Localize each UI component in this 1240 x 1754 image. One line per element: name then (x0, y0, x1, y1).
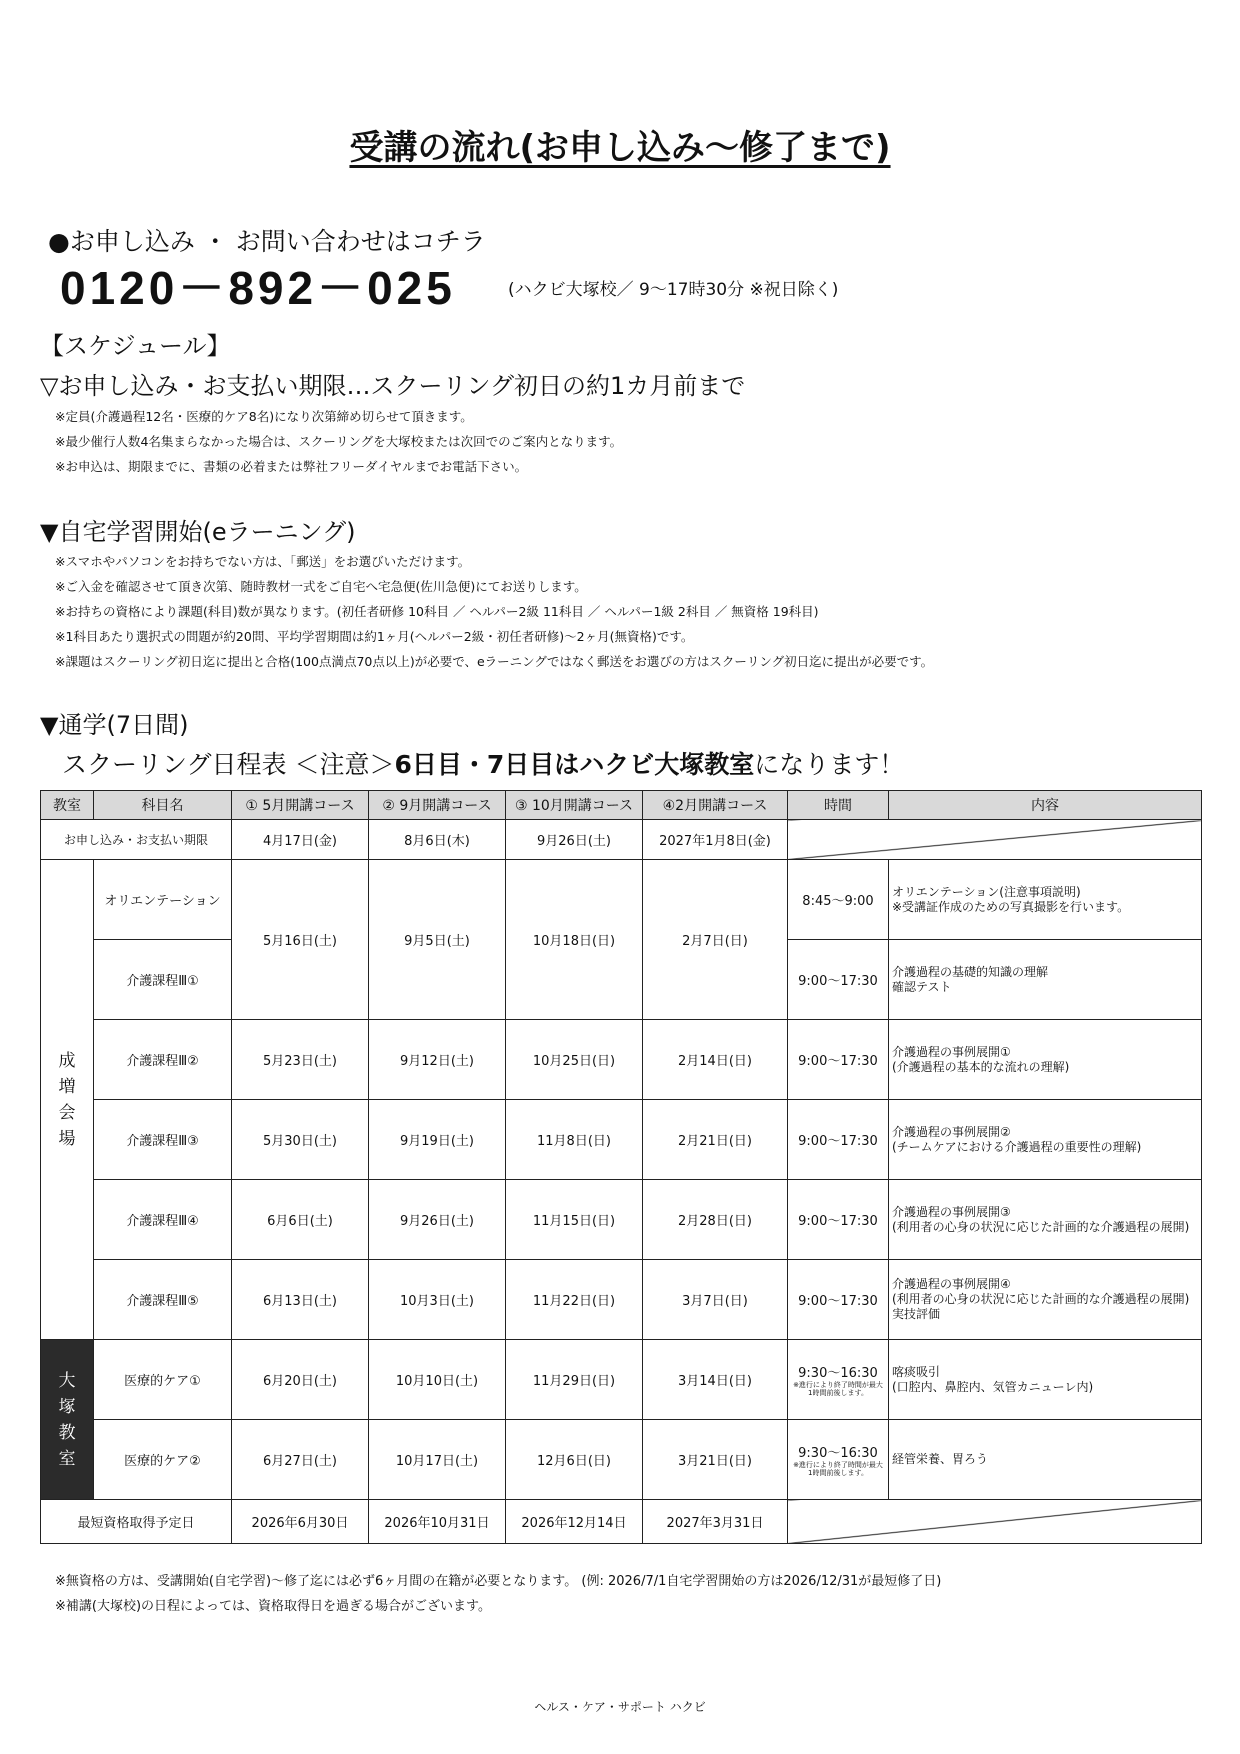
page-title: 受講の流れ(お申し込み～修了まで) (349, 128, 891, 168)
date-cell: 6月27日(土) (232, 1420, 369, 1500)
date-cell: 12月6日(日) (506, 1420, 643, 1500)
header-cell: ④2月開講コース (643, 791, 788, 820)
date-cell: 9月19日(土) (369, 1100, 506, 1180)
subject-cell: オリエンテーション (94, 860, 232, 940)
date-cell: 5月16日(土) (232, 860, 369, 1020)
subject-cell: 介護課程Ⅲ② (94, 1020, 232, 1100)
final-row-label: 最短資格取得予定日 (41, 1500, 232, 1544)
deadline-row-label: お申し込み・お支払い期限 (41, 820, 232, 860)
date-cell: 10月17日(土) (369, 1420, 506, 1500)
time-cell: 9:00～17:30 (788, 940, 889, 1020)
deadline-notes (55, 404, 622, 479)
commute-title: ▼通学(7日間) (40, 711, 189, 739)
date-cell: 11月29日(日) (506, 1340, 643, 1420)
note-line: ※お持ちの資格により課題(科目)数が異なります。(初任者研修 10科目 ／ ヘルパー2級 11科目 ／ ヘルパー1級 2科目 ／ 無資格 19科目) (55, 604, 819, 619)
deadline-title: ▽お申し込み・お支払い期限…スクーリング初日の約1カ月前まで (40, 372, 746, 400)
footer-company: ヘルス・ケア・サポート ハクビ (534, 1700, 706, 1714)
time-cell: 9:00～17:30 (788, 1020, 889, 1100)
content-cell: 介護過程の事例展開③ (利用者の心身の状況に応じた計画的な介護過程の展開) (889, 1180, 1202, 1260)
note-line: ※お申込は、期限までに、書類の必着または弊社フリーダイヤルまでお電話下さい。 (55, 459, 528, 474)
date-cell: 2月28日(日) (643, 1180, 788, 1260)
subject-cell: 医療的ケア① (94, 1340, 232, 1420)
footer-note: ※補講(大塚校)の日程によっては、資格取得日を過ぎる場合がございます。 (55, 1599, 491, 1614)
content-cell: オリエンテーション(注意事項説明) ※受講証作成のための写真撮影を行います。 (889, 860, 1202, 940)
empty-diagonal-cell (788, 1500, 1202, 1544)
caption-bold: 6日目・7日目はハクビ大塚教室 (394, 750, 755, 779)
note-line: ※定員(介護過程12名・医療的ケア8名)になり次第締め切らせて頂きます。 (55, 409, 473, 424)
table-row (41, 860, 1202, 940)
content-cell: 介護過程の基礎的知識の理解 確認テスト (889, 940, 1202, 1020)
table-row (41, 1100, 1202, 1180)
schedule-table (40, 790, 1202, 1544)
date-cell: 5月30日(土) (232, 1100, 369, 1180)
phone-number[interactable]: 0120－892－025 (60, 262, 456, 314)
footer-note: ※無資格の方は、受講開始(自宅学習)～修了迄には必ず6ヶ月間の在籍が必要となります。 (例: 2026/7/1自宅学習開始の方は2026/12/31が最短修了日) (55, 1574, 942, 1589)
date-cell: 11月15日(日) (506, 1180, 643, 1260)
empty-diagonal-cell (788, 820, 1202, 860)
date-cell: 9月12日(土) (369, 1020, 506, 1100)
subject-cell: 介護課程Ⅲ⑤ (94, 1260, 232, 1340)
home-study-notes (55, 549, 933, 674)
date-cell: 10月18日(日) (506, 860, 643, 1020)
header-cell: 内容 (889, 791, 1202, 820)
contact-label: ●お申し込み ・ お問い合わせはコチラ (48, 227, 486, 256)
date-cell: 2月21日(日) (643, 1100, 788, 1180)
time-cell: 8:45～9:00 (788, 860, 889, 940)
home-study-title: ▼自宅学習開始(eラーニング) (40, 518, 356, 546)
content-cell: 介護過程の事例展開④ (利用者の心身の状況に応じた計画的な介護過程の展開) 実技評価 (889, 1260, 1202, 1340)
table-row (41, 1020, 1202, 1100)
header-cell: ② 9月開講コース (369, 791, 506, 820)
time-cell: 9:00～17:30 (788, 1100, 889, 1180)
date-cell: 9月5日(土) (369, 860, 506, 1020)
date-cell: 3月21日(日) (643, 1420, 788, 1500)
time-cell: 9:30～16:30 ※進行により終了時間が最大1時間前後します。 (788, 1420, 889, 1500)
deadline-row (41, 820, 1202, 860)
header-cell: 時間 (788, 791, 889, 820)
date-cell: 2026年10月31日 (369, 1500, 506, 1544)
time-cell: 9:30～16:30 ※進行により終了時間が最大1時間前後します。 (788, 1340, 889, 1420)
date-cell: 8月6日(木) (369, 820, 506, 860)
date-cell: 6月13日(土) (232, 1260, 369, 1340)
subject-cell: 介護課程Ⅲ④ (94, 1180, 232, 1260)
date-cell: 9月26日(土) (506, 820, 643, 860)
date-cell: 11月8日(日) (506, 1100, 643, 1180)
date-cell: 10月10日(土) (369, 1340, 506, 1420)
date-cell: 3月14日(日) (643, 1340, 788, 1420)
date-cell: 2027年1月8日(金) (643, 820, 788, 860)
header-cell: 教室 (41, 791, 94, 820)
venue-otsuka: 大塚教室 (41, 1340, 94, 1500)
table-row (41, 1340, 1202, 1420)
subject-cell: 医療的ケア② (94, 1420, 232, 1500)
date-cell: 5月23日(土) (232, 1020, 369, 1100)
date-cell: 4月17日(金) (232, 820, 369, 860)
date-cell: 2月14日(日) (643, 1020, 788, 1100)
time-note: ※進行により終了時間が最大1時間前後します。 (793, 1461, 883, 1477)
content-cell: 介護過程の事例展開① (介護過程の基本的な流れの理解) (889, 1020, 1202, 1100)
date-cell: 6月6日(土) (232, 1180, 369, 1260)
note-line: ※課題はスクーリング初日迄に提出と合格(100点満点70点以上)が必要で、eラーニングではなく郵送をお選びの方はスクーリング初日迄に提出が必要です。 (55, 654, 934, 669)
time-note: ※進行により終了時間が最大1時間前後します。 (793, 1381, 883, 1397)
venue-narimasu: 成増会場 (41, 860, 94, 1340)
date-cell: 6月20日(土) (232, 1340, 369, 1420)
note-line: ※ご入金を確認させて頂き次第、随時教材一式をご自宅へ宅急便(佐川急便)にてお送りします。 (55, 579, 587, 594)
date-cell: 2027年3月31日 (643, 1500, 788, 1544)
date-cell: 10月25日(日) (506, 1020, 643, 1100)
caption-end: になります！ (754, 750, 905, 779)
table-row (41, 1420, 1202, 1500)
date-cell: 2月7日(日) (643, 860, 788, 1020)
phone-hours-note: (ハクビ大塚校／ 9～17時30分 ※祝日除く) (508, 280, 839, 300)
date-cell: 10月3日(土) (369, 1260, 506, 1340)
subject-cell: 介護課程Ⅲ① (94, 940, 232, 1020)
content-cell: 経管栄養、胃ろう (889, 1420, 1202, 1500)
table-row (41, 1180, 1202, 1260)
content-cell: 喀痰吸引 (口腔内、鼻腔内、気管カニューレ内) (889, 1340, 1202, 1420)
time-cell: 9:00～17:30 (788, 1180, 889, 1260)
content-cell: 介護過程の事例展開② (チームケアにおける介護過程の重要性の理解) (889, 1100, 1202, 1180)
table-caption (62, 745, 904, 781)
header-cell: 科目名 (94, 791, 232, 820)
caption-plain: スクーリング日程表 ＜注意＞ (62, 750, 395, 779)
table-header-row (41, 791, 1202, 820)
date-cell: 2026年12月14日 (506, 1500, 643, 1544)
table-row (41, 1260, 1202, 1340)
note-line: ※スマホやパソコンをお持ちでない方は、「郵送」をお選びいただけます。 (55, 554, 471, 569)
time-cell: 9:00～17:30 (788, 1260, 889, 1340)
subject-cell: 介護課程Ⅲ③ (94, 1100, 232, 1180)
date-cell: 2026年6月30日 (232, 1500, 369, 1544)
note-line: ※最少催行人数4名集まらなかった場合は、スクーリングを大塚校または次回でのご案内となります。 (55, 434, 623, 449)
final-row (41, 1500, 1202, 1544)
schedule-heading: 【スケジュール】 (40, 332, 231, 360)
header-cell: ③ 10月開講コース (506, 791, 643, 820)
header-cell: ① 5月開講コース (232, 791, 369, 820)
note-line: ※1科目あたり選択式の問題が約20問、平均学習期間は約1ヶ月(ヘルパー2級・初任者研修)～2ヶ月(無資格)です。 (55, 629, 694, 644)
date-cell: 3月7日(日) (643, 1260, 788, 1340)
date-cell: 9月26日(土) (369, 1180, 506, 1260)
date-cell: 11月22日(日) (506, 1260, 643, 1340)
